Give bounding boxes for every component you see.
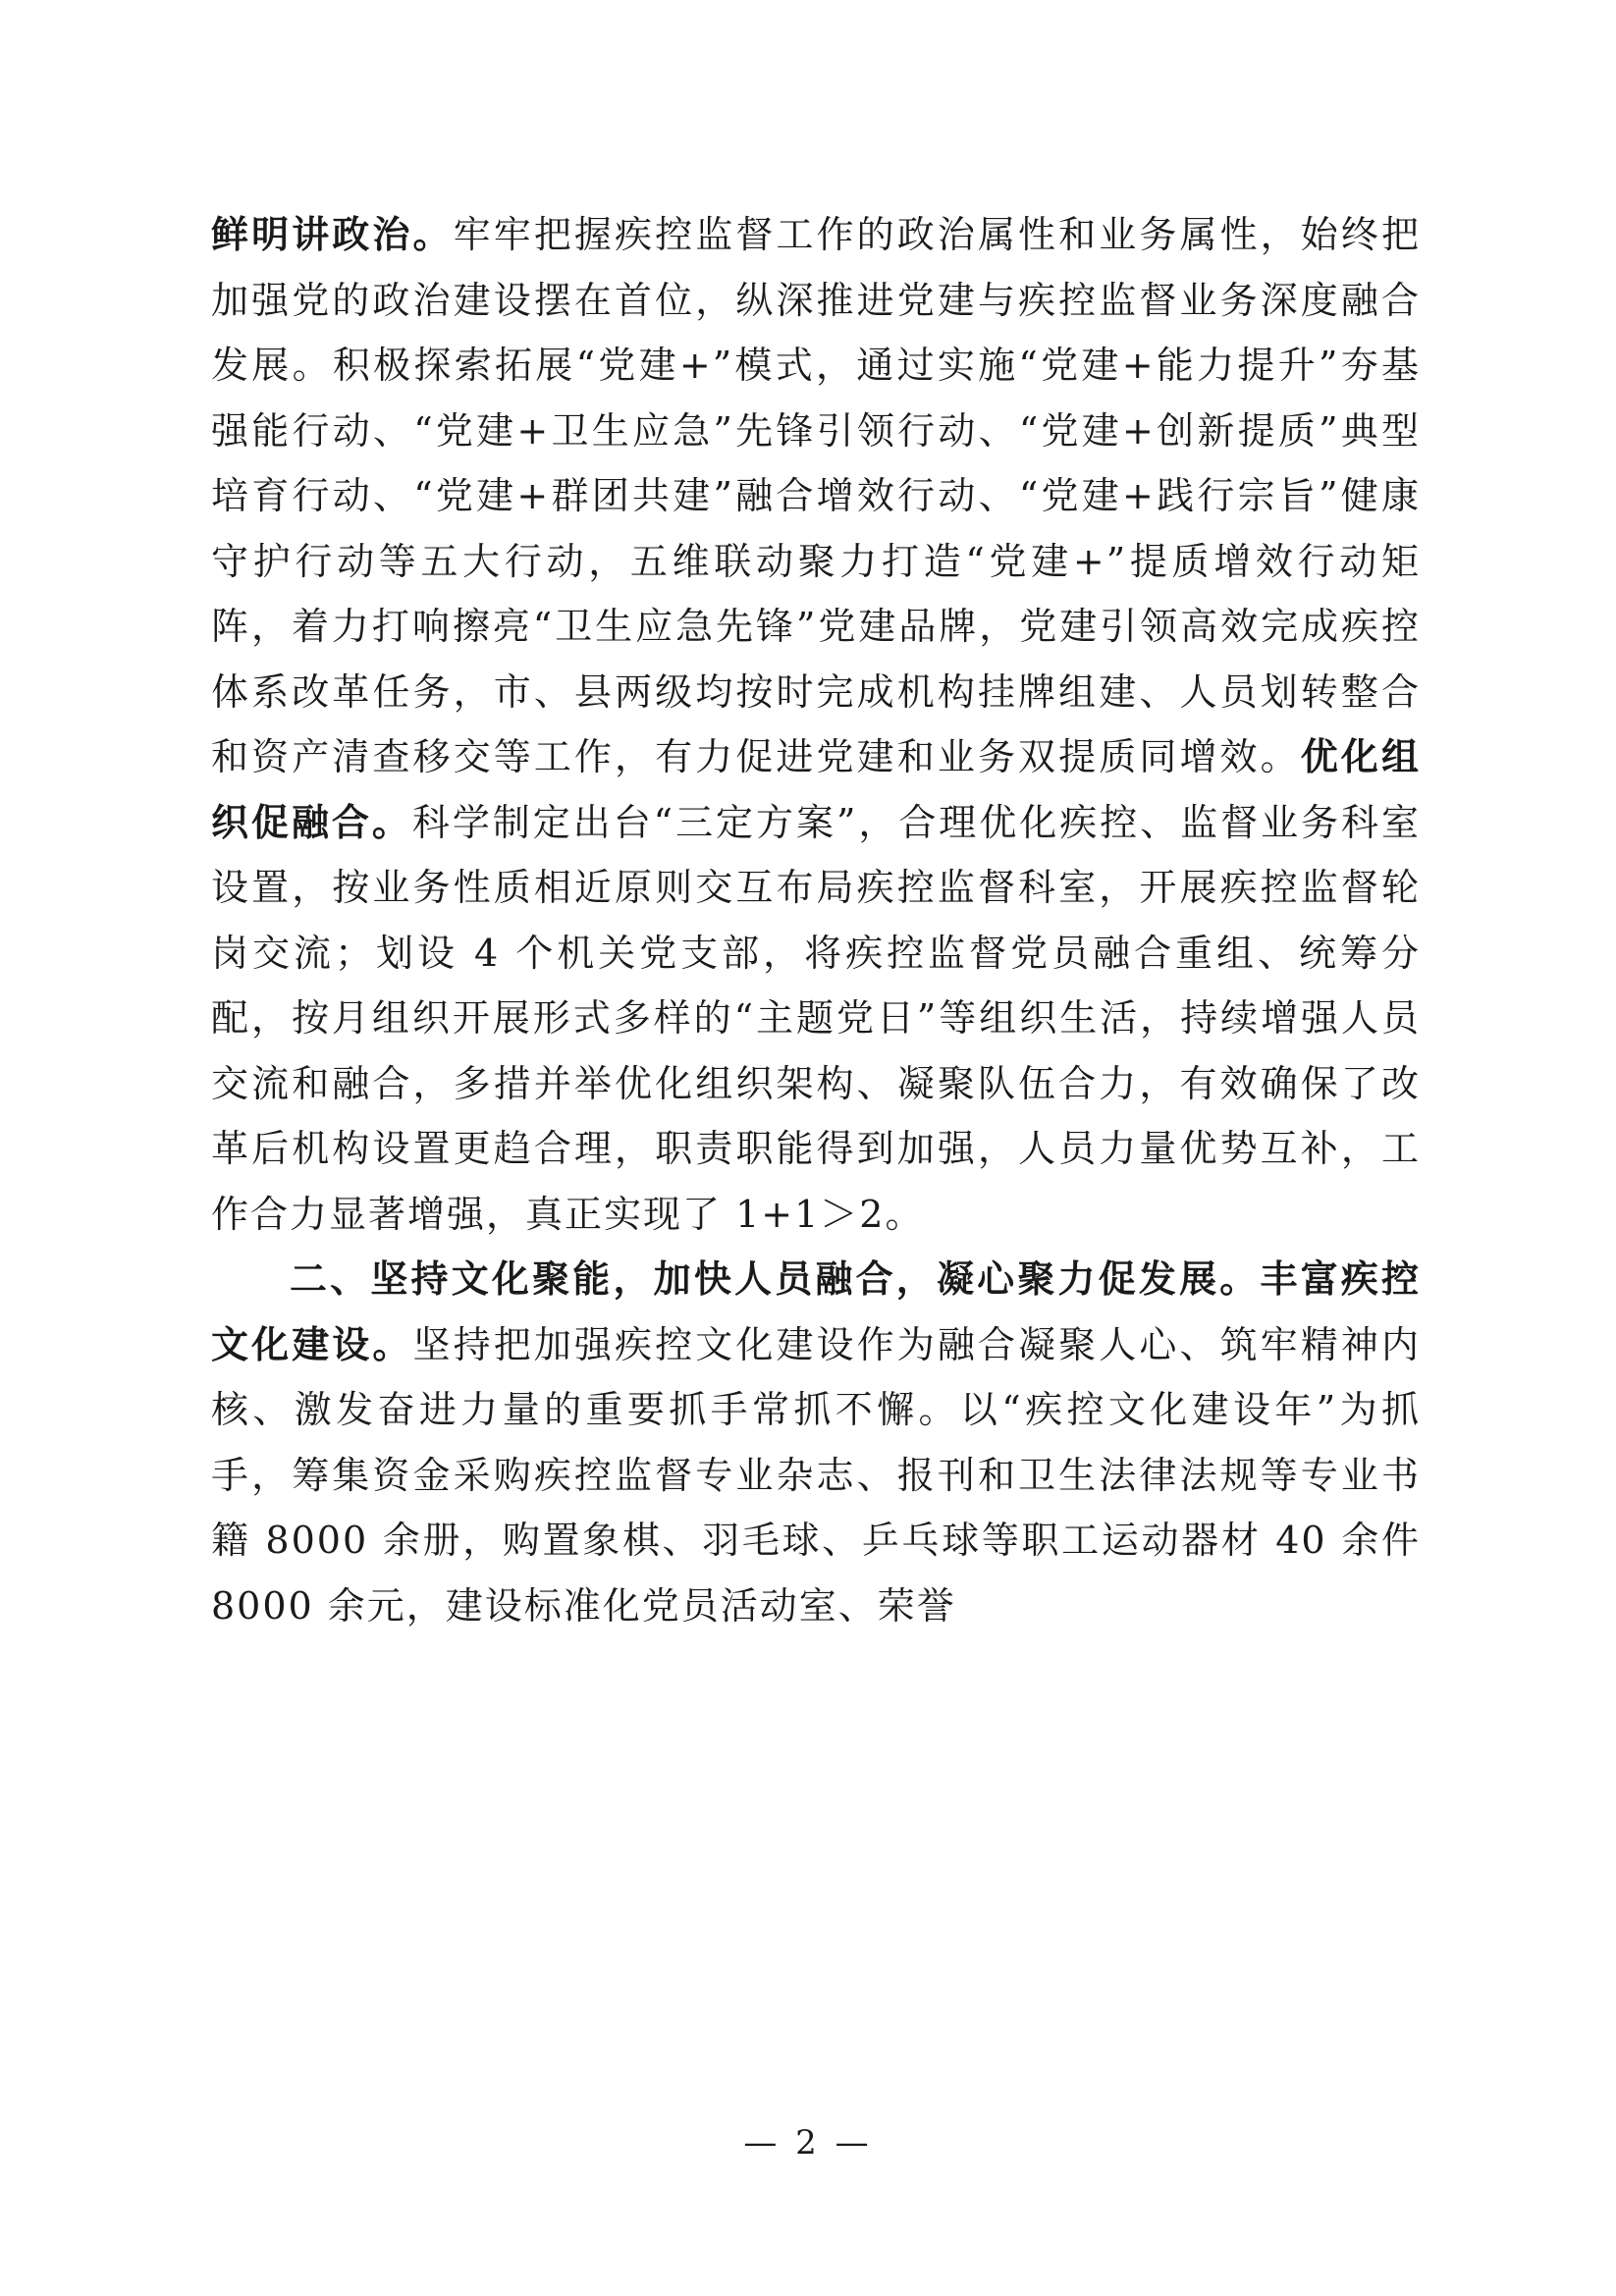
paragraph-culture bbox=[211, 1247, 1421, 1638]
subheading-politics: 鲜明讲政治。 bbox=[211, 213, 454, 256]
body-text bbox=[211, 202, 1421, 1638]
paragraph-text: 坚持把加强疾控文化建设作为融合凝聚人心、筑牢精神内核、激发奋进力量的重要抓手常抓不懈。以“疾控文化建设年”为抓手，筹集资金采购疾控监督专业杂志、报刊和卫生法律法规等专业书籍 8000 余册，购置象棋、羽毛球、乒乓球等职工运动器材 40 余件 8000 余元，建设标准化党员活动室、荣誉 bbox=[211, 1322, 1421, 1628]
paragraph-text: 科学制定出台“三定方案”，合理优化疾控、监督业务科室设置，按业务性质相近原则交互布局疾控监督科室，开展疾控监督轮岗交流；划设 4 个机关党支部，将疾控监督党员融合重组、统筹分配，按月组织开展形式多样的“主题党日”等组织生活，持续增强人员交流和融合，多措并举优化组织架构、凝聚队伍合力，有效确保了改革后机构设置更趋合理，职责职能得到加强，人员力量优势互补，工作合力显著增强，真正实现了 1+1＞2。 bbox=[211, 800, 1421, 1236]
subheading-optimize-organization: 优化组织促融合。 bbox=[211, 735, 1421, 844]
paragraph-party-building bbox=[211, 202, 1421, 1247]
section-heading-culture: 二、坚持文化聚能，加快人员融合，凝心聚力促发展。丰富疾控文化建设。 bbox=[211, 1257, 1421, 1366]
page-number: — 2 — bbox=[743, 2123, 873, 2163]
paragraph-text: 牢牢把握疾控监督工作的政治属性和业务属性，始终把加强党的政治建设摆在首位，纵深推进党建与疾控监督业务深度融合发展。积极探索拓展“党建+”模式，通过实施“党建+能力提升”夯基强能行动、“党建+卫生应急”先锋引领行动、“党建+创新提质”典型培育行动、“党建+群团共建”融合增效行动、“党建+践行宗旨”健康守护行动等五大行动，五维联动聚力打造“党建+”提质增效行动矩阵，着力打响擦亮“卫生应急先锋”党建品牌，党建引领高效完成疾控体系改革任务，市、县两级均按时完成机构挂牌组建、人员划转整合和资产清查移交等工作，有力促进党建和业务双提质同增效。 bbox=[211, 213, 1421, 778]
